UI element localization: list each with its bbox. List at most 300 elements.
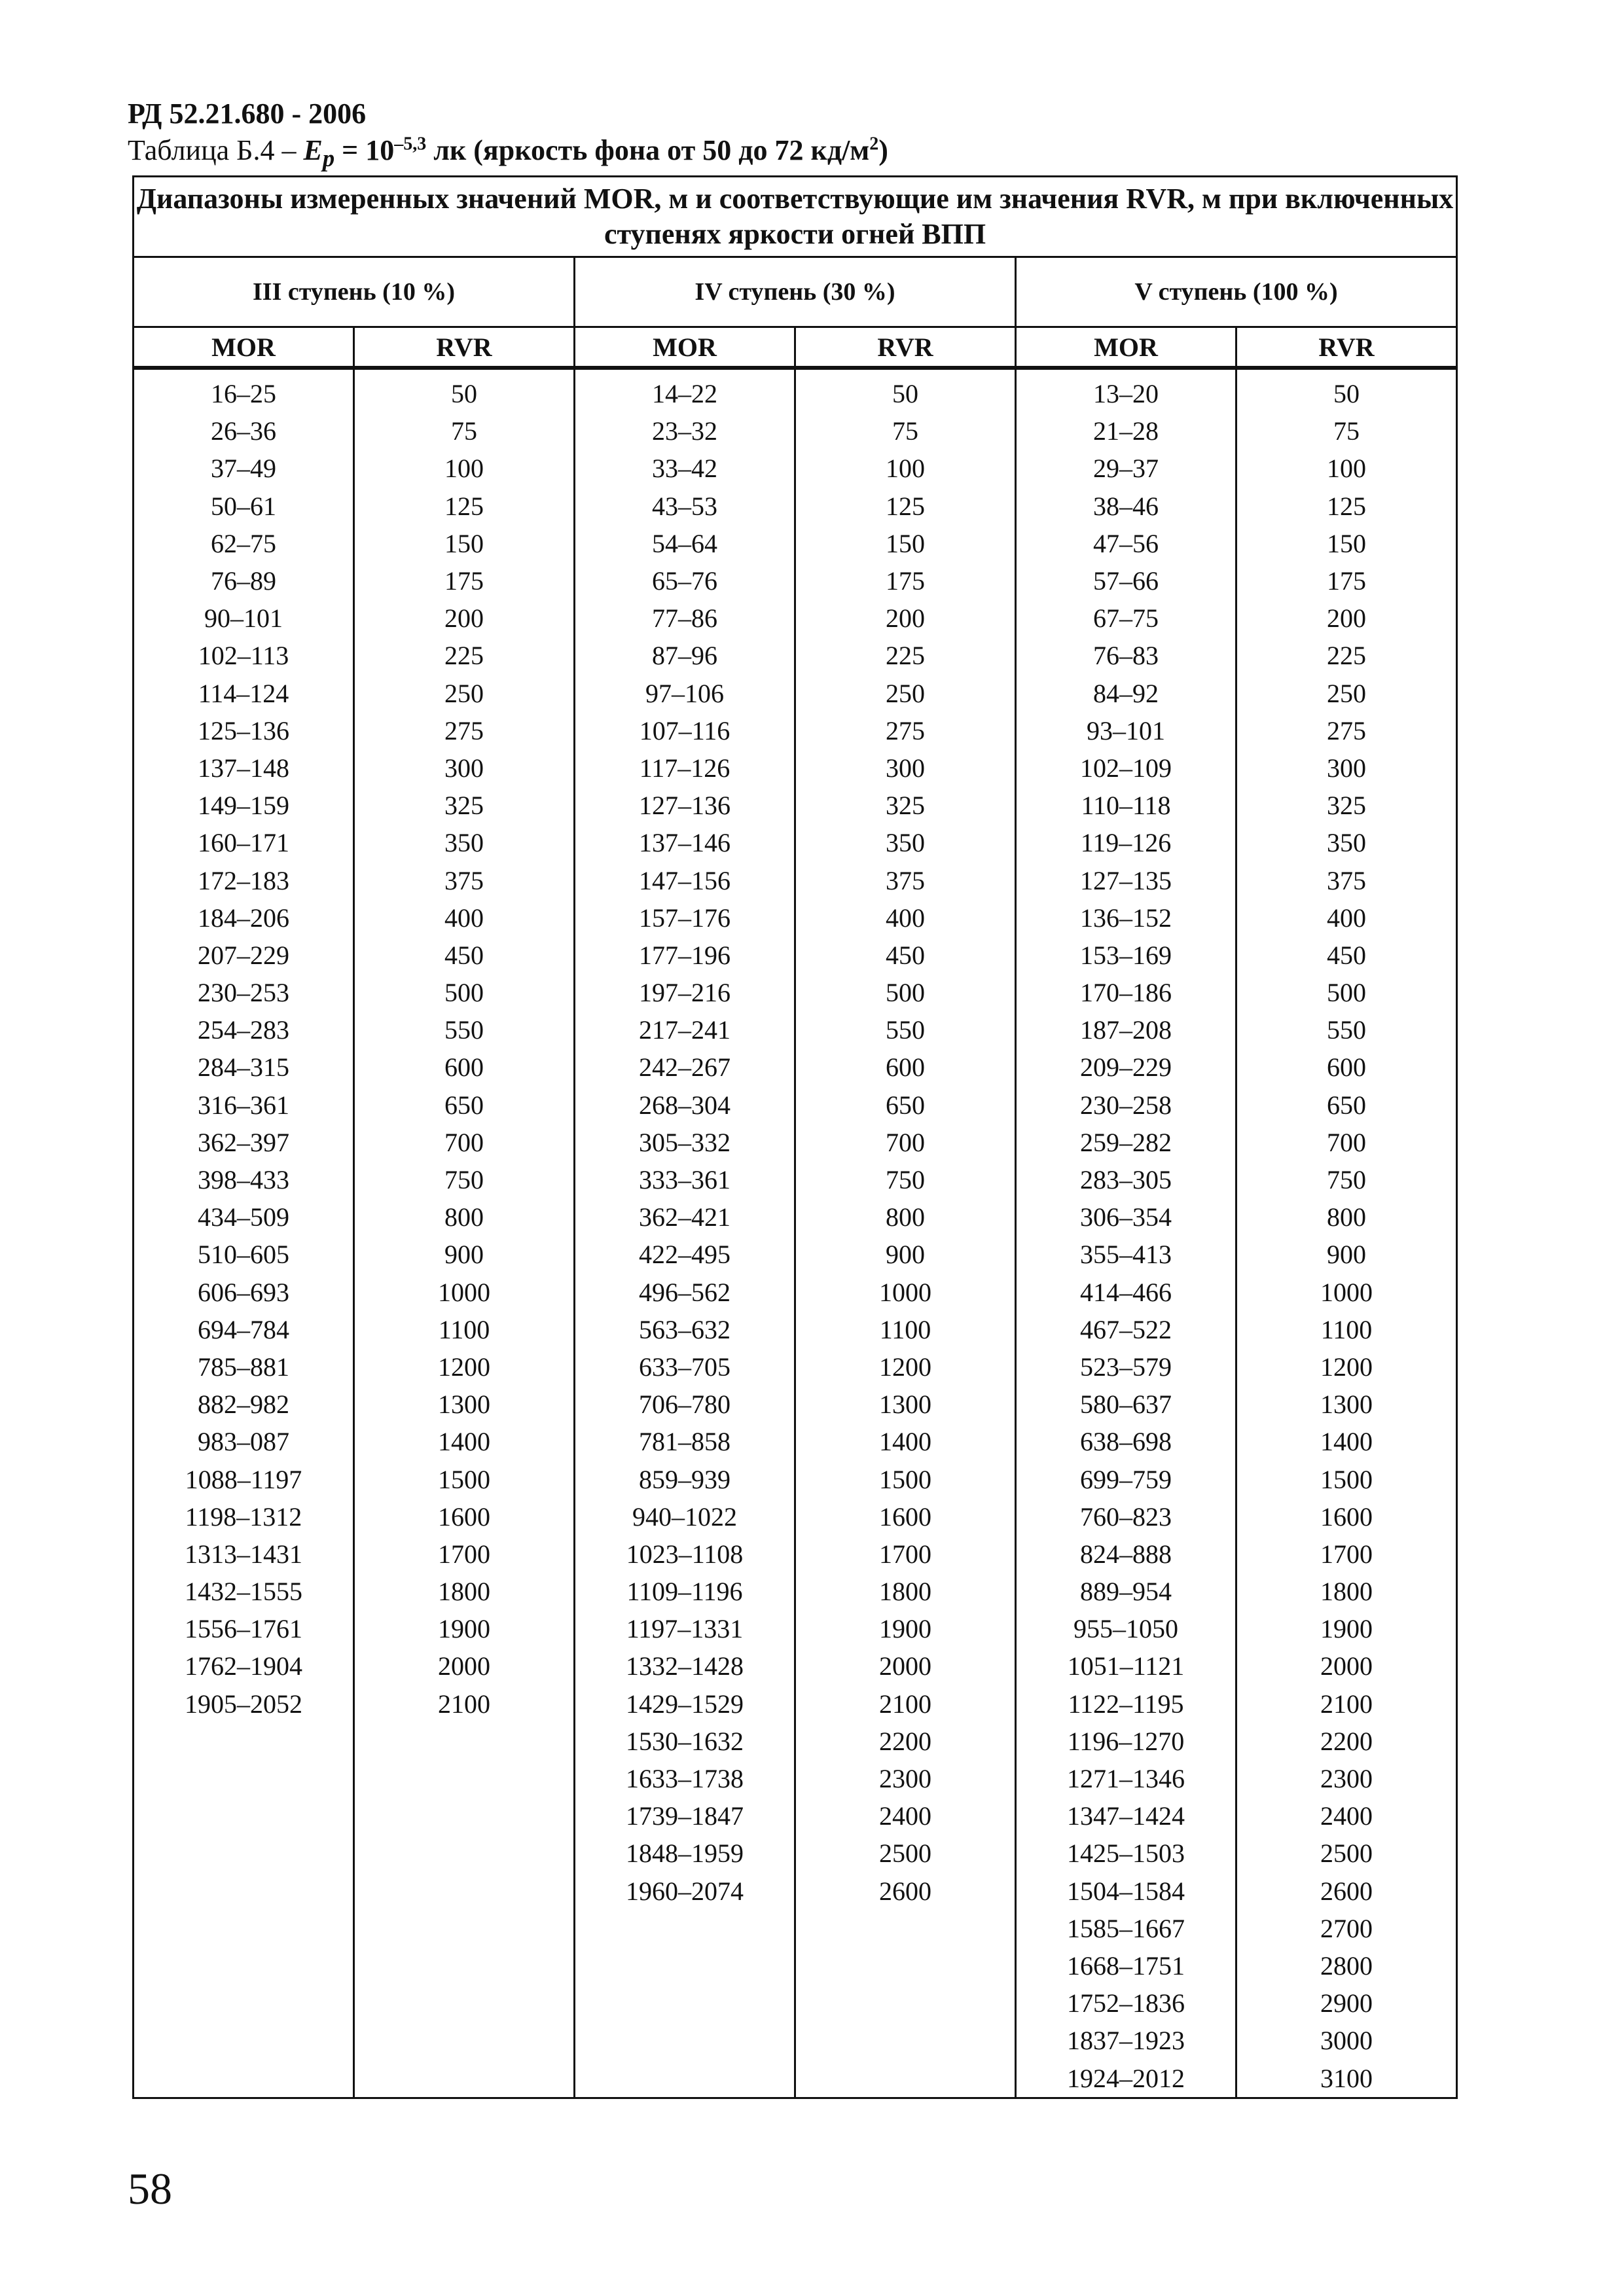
- table-row: [134, 637, 1457, 674]
- mor-range-cell: 422–495: [575, 1236, 795, 1273]
- rvr-value-cell: 1500: [795, 1460, 1016, 1498]
- mor-range-cell: 97–106: [575, 675, 795, 712]
- mor-range-cell: 197–216: [575, 974, 795, 1011]
- rvr-value-cell: 1000: [795, 1274, 1016, 1311]
- rvr-value-cell: 300: [354, 749, 575, 787]
- mor-range-cell: 125–136: [134, 712, 354, 749]
- mor-range-cell: 137–148: [134, 749, 354, 787]
- mor-range-cell: 1960–2074: [575, 1873, 795, 1910]
- mor-range-cell: 781–858: [575, 1423, 795, 1460]
- caption-prefix: Таблица Б.4 –: [128, 134, 304, 166]
- mor-range-cell: 217–241: [575, 1011, 795, 1049]
- mor-range-cell: [134, 2022, 354, 2059]
- rvr-value-cell: 275: [354, 712, 575, 749]
- mor-range-cell: 127–135: [1016, 861, 1236, 899]
- rvr-value-cell: 1700: [1236, 1535, 1457, 1573]
- mor-range-cell: 859–939: [575, 1460, 795, 1498]
- rvr-value-cell: 350: [795, 824, 1016, 861]
- rvr-value-cell: 125: [354, 488, 575, 525]
- mor-range-cell: 57–66: [1016, 562, 1236, 600]
- mor-range-cell: 43–53: [575, 488, 795, 525]
- mor-range-cell: 65–76: [575, 562, 795, 600]
- rvr-value-cell: 1800: [1236, 1573, 1457, 1610]
- rvr-value-cell: 1500: [1236, 1460, 1457, 1498]
- mor-range-cell: 1196–1270: [1016, 1723, 1236, 1760]
- rvr-value-cell: 150: [354, 525, 575, 562]
- rvr-value-cell: [354, 1984, 575, 2022]
- rvr-value-cell: 300: [1236, 749, 1457, 787]
- mor-range-cell: 706–780: [575, 1386, 795, 1423]
- column-header-mor: MOR: [1016, 327, 1236, 368]
- table-row: [134, 1984, 1457, 2022]
- table-body: [134, 368, 1457, 2098]
- rvr-value-cell: 1800: [354, 1573, 575, 1610]
- rvr-value-cell: 200: [795, 600, 1016, 637]
- mor-range-cell: [575, 2059, 795, 2098]
- table-row: [134, 1723, 1457, 1760]
- table-row: [134, 562, 1457, 600]
- mor-range-cell: 102–109: [1016, 749, 1236, 787]
- mor-range-cell: 355–413: [1016, 1236, 1236, 1273]
- rvr-value-cell: 400: [354, 899, 575, 937]
- table-row: [134, 525, 1457, 562]
- column-header-rvr: RVR: [354, 327, 575, 368]
- mor-range-cell: 1109–1196: [575, 1573, 795, 1610]
- mor-range-cell: 1837–1923: [1016, 2022, 1236, 2059]
- mor-range-cell: 955–1050: [1016, 1610, 1236, 1647]
- rvr-value-cell: 50: [1236, 368, 1457, 412]
- mor-range-cell: 563–632: [575, 1311, 795, 1348]
- table-row: [134, 600, 1457, 637]
- table-row: [134, 1797, 1457, 1835]
- mor-range-cell: 824–888: [1016, 1535, 1236, 1573]
- rvr-value-cell: [795, 2059, 1016, 2098]
- rvr-value-cell: 2400: [1236, 1797, 1457, 1835]
- rvr-value-cell: 75: [795, 412, 1016, 450]
- rvr-value-cell: 2900: [1236, 1984, 1457, 2022]
- mor-range-cell: [134, 1873, 354, 1910]
- mor-range-cell: 699–759: [1016, 1460, 1236, 1498]
- mor-range-cell: 1088–1197: [134, 1460, 354, 1498]
- rvr-value-cell: 1300: [354, 1386, 575, 1423]
- mor-range-cell: 242–267: [575, 1049, 795, 1086]
- mor-range-cell: 882–982: [134, 1386, 354, 1423]
- table-row: [134, 1049, 1457, 1086]
- mor-range-cell: 760–823: [1016, 1498, 1236, 1535]
- table-row: [134, 1124, 1457, 1161]
- rvr-value-cell: 75: [354, 412, 575, 450]
- mor-range-cell: 606–693: [134, 1274, 354, 1311]
- table-row: [134, 1573, 1457, 1610]
- mor-range-cell: 102–113: [134, 637, 354, 674]
- mor-range-cell: 84–92: [1016, 675, 1236, 712]
- mor-range-cell: [134, 1835, 354, 1872]
- rvr-value-cell: 700: [1236, 1124, 1457, 1161]
- rvr-value-cell: 1100: [1236, 1311, 1457, 1348]
- rvr-value-cell: 350: [1236, 824, 1457, 861]
- mor-range-cell: 29–37: [1016, 450, 1236, 487]
- rvr-value-cell: 1000: [1236, 1274, 1457, 1311]
- rvr-value-cell: 250: [1236, 675, 1457, 712]
- mor-range-cell: 119–126: [1016, 824, 1236, 861]
- rvr-value-cell: 450: [1236, 937, 1457, 974]
- table-row: [134, 1873, 1457, 1910]
- mor-range-cell: [575, 2022, 795, 2059]
- mor-range-cell: 1313–1431: [134, 1535, 354, 1573]
- rvr-value-cell: 1800: [795, 1573, 1016, 1610]
- table-row: [134, 450, 1457, 487]
- mor-range-cell: 62–75: [134, 525, 354, 562]
- rvr-value-cell: 600: [354, 1049, 575, 1086]
- rvr-value-cell: 325: [354, 787, 575, 824]
- mor-range-cell: 136–152: [1016, 899, 1236, 937]
- mor-range-cell: 1530–1632: [575, 1723, 795, 1760]
- rvr-value-cell: 800: [795, 1198, 1016, 1236]
- rvr-value-cell: 1400: [354, 1423, 575, 1460]
- mor-range-cell: [134, 1797, 354, 1835]
- table-row: [134, 1610, 1457, 1647]
- mor-range-cell: 13–20: [1016, 368, 1236, 412]
- table-row: [134, 2059, 1457, 2098]
- rvr-value-cell: 2700: [1236, 1910, 1457, 1947]
- rvr-value-cell: [354, 2059, 575, 2098]
- mor-range-cell: [575, 1910, 795, 1947]
- rvr-value-cell: 600: [1236, 1049, 1457, 1086]
- mor-range-cell: 398–433: [134, 1161, 354, 1198]
- mor-range-cell: 23–32: [575, 412, 795, 450]
- step-header-iii: III ступень (10 %): [134, 257, 575, 327]
- rvr-value-cell: 175: [795, 562, 1016, 600]
- rvr-value-cell: 2500: [795, 1835, 1016, 1872]
- mor-range-cell: 47–56: [1016, 525, 1236, 562]
- mor-range-cell: 316–361: [134, 1086, 354, 1124]
- rvr-value-cell: 2500: [1236, 1835, 1457, 1872]
- rvr-value-cell: 550: [795, 1011, 1016, 1049]
- rvr-value-cell: 250: [354, 675, 575, 712]
- rvr-value-cell: 2000: [795, 1647, 1016, 1685]
- mor-range-cell: 117–126: [575, 749, 795, 787]
- rvr-value-cell: 275: [795, 712, 1016, 749]
- rvr-value-cell: 275: [1236, 712, 1457, 749]
- mor-range-cell: 147–156: [575, 861, 795, 899]
- rvr-value-cell: 1600: [354, 1498, 575, 1535]
- mor-range-cell: 434–509: [134, 1198, 354, 1236]
- rvr-value-cell: [795, 1910, 1016, 1947]
- table-row: [134, 749, 1457, 787]
- rvr-value-cell: 375: [1236, 861, 1457, 899]
- table-row: [134, 1274, 1457, 1311]
- rvr-value-cell: 2000: [1236, 1647, 1457, 1685]
- rvr-value-cell: 1200: [795, 1348, 1016, 1386]
- rvr-value-cell: 350: [354, 824, 575, 861]
- mor-range-cell: 170–186: [1016, 974, 1236, 1011]
- mor-range-cell: 268–304: [575, 1086, 795, 1124]
- table-row: [134, 1685, 1457, 1723]
- table-row: [134, 1086, 1457, 1124]
- table-row: [134, 1498, 1457, 1535]
- mor-range-cell: 333–361: [575, 1161, 795, 1198]
- table-row: [134, 1386, 1457, 1423]
- caption-formula: $E_p = 10^{-5,3}$ лк (яркость фона от 50 до 72 $кд/м^2$): [303, 134, 888, 171]
- rvr-value-cell: 75: [1236, 412, 1457, 450]
- rvr-value-cell: 3000: [1236, 2022, 1457, 2059]
- mor-range-cell: 87–96: [575, 637, 795, 674]
- rvr-value-cell: 2100: [354, 1685, 575, 1723]
- rvr-value-cell: 1000: [354, 1274, 575, 1311]
- rvr-value-cell: 1500: [354, 1460, 575, 1498]
- rvr-value-cell: 2100: [795, 1685, 1016, 1723]
- mor-range-cell: 184–206: [134, 899, 354, 937]
- mor-range-cell: 1198–1312: [134, 1498, 354, 1535]
- mor-range-cell: 1924–2012: [1016, 2059, 1236, 2098]
- rvr-value-cell: 650: [1236, 1086, 1457, 1124]
- rvr-value-cell: 550: [1236, 1011, 1457, 1049]
- rvr-value-cell: 1200: [1236, 1348, 1457, 1386]
- rvr-value-cell: 750: [795, 1161, 1016, 1198]
- mor-range-cell: 1051–1121: [1016, 1647, 1236, 1685]
- table-row: [134, 861, 1457, 899]
- rvr-value-cell: 325: [1236, 787, 1457, 824]
- mor-range-cell: [134, 2059, 354, 2098]
- rvr-value-cell: [354, 1873, 575, 1910]
- table-row: [134, 787, 1457, 824]
- mor-range-cell: 230–258: [1016, 1086, 1236, 1124]
- rvr-value-cell: 225: [795, 637, 1016, 674]
- rvr-value-cell: [354, 1947, 575, 1984]
- rvr-value-cell: 100: [354, 450, 575, 487]
- rvr-value-cell: 125: [1236, 488, 1457, 525]
- table-row: [134, 488, 1457, 525]
- mor-range-cell: 76–83: [1016, 637, 1236, 674]
- rvr-value-cell: 450: [795, 937, 1016, 974]
- mor-range-cell: 1432–1555: [134, 1573, 354, 1610]
- mor-range-cell: 93–101: [1016, 712, 1236, 749]
- rvr-value-cell: 1700: [795, 1535, 1016, 1573]
- rvr-value-cell: 375: [795, 861, 1016, 899]
- mor-range-cell: 1425–1503: [1016, 1835, 1236, 1872]
- rvr-value-cell: 1100: [354, 1311, 575, 1348]
- rvr-value-cell: 500: [795, 974, 1016, 1011]
- column-header-rvr: RVR: [1236, 327, 1457, 368]
- table-row: [134, 1161, 1457, 1198]
- mor-range-cell: 33–42: [575, 450, 795, 487]
- mor-range-cell: 209–229: [1016, 1049, 1236, 1086]
- rvr-value-cell: [795, 1947, 1016, 1984]
- rvr-value-cell: 125: [795, 488, 1016, 525]
- mor-range-cell: 983–087: [134, 1423, 354, 1460]
- table-row: [134, 1947, 1457, 1984]
- mor-range-cell: 1271–1346: [1016, 1760, 1236, 1797]
- rvr-value-cell: 1200: [354, 1348, 575, 1386]
- mor-range-cell: 1752–1836: [1016, 1984, 1236, 2022]
- mor-range-cell: [575, 1947, 795, 1984]
- rvr-value-cell: 2600: [795, 1873, 1016, 1910]
- rvr-value-cell: [795, 1984, 1016, 2022]
- table-row: [134, 1311, 1457, 1348]
- table-row: [134, 1011, 1457, 1049]
- mor-range-cell: 254–283: [134, 1011, 354, 1049]
- rvr-value-cell: 2800: [1236, 1947, 1457, 1984]
- mor-range-cell: 362–397: [134, 1124, 354, 1161]
- rvr-value-cell: 700: [354, 1124, 575, 1161]
- mor-range-cell: 137–146: [575, 824, 795, 861]
- table-row: [134, 974, 1457, 1011]
- rvr-value-cell: 2600: [1236, 1873, 1457, 1910]
- rvr-value-cell: 150: [1236, 525, 1457, 562]
- mor-range-cell: 127–136: [575, 787, 795, 824]
- mor-range-cell: 467–522: [1016, 1311, 1236, 1348]
- rvr-value-cell: 1900: [354, 1610, 575, 1647]
- table-row: [134, 2022, 1457, 2059]
- table-row: [134, 1348, 1457, 1386]
- mor-range-cell: [134, 1760, 354, 1797]
- rvr-value-cell: 1700: [354, 1535, 575, 1573]
- rvr-value-cell: 100: [795, 450, 1016, 487]
- rvr-value-cell: 400: [795, 899, 1016, 937]
- mor-range-cell: 1633–1738: [575, 1760, 795, 1797]
- table-row: [134, 368, 1457, 412]
- mor-range-cell: 37–49: [134, 450, 354, 487]
- mor-range-cell: 50–61: [134, 488, 354, 525]
- table-row: [134, 412, 1457, 450]
- rvr-value-cell: 2000: [354, 1647, 575, 1685]
- mor-rvr-table: [132, 175, 1458, 2099]
- mor-range-cell: 1585–1667: [1016, 1910, 1236, 1947]
- rvr-value-cell: [354, 1797, 575, 1835]
- rvr-value-cell: 200: [354, 600, 575, 637]
- mor-range-cell: 1504–1584: [1016, 1873, 1236, 1910]
- rvr-value-cell: 300: [795, 749, 1016, 787]
- mor-range-cell: 230–253: [134, 974, 354, 1011]
- rvr-value-cell: 900: [1236, 1236, 1457, 1273]
- mor-range-cell: 1739–1847: [575, 1797, 795, 1835]
- rvr-value-cell: [795, 2022, 1016, 2059]
- mor-range-cell: [134, 1723, 354, 1760]
- mor-range-cell: 1122–1195: [1016, 1685, 1236, 1723]
- mor-range-cell: 172–183: [134, 861, 354, 899]
- table-row: [134, 1460, 1457, 1498]
- mor-range-cell: 38–46: [1016, 488, 1236, 525]
- rvr-value-cell: 2300: [1236, 1760, 1457, 1797]
- mor-range-cell: 90–101: [134, 600, 354, 637]
- column-header-mor: MOR: [134, 327, 354, 368]
- mor-range-cell: 1848–1959: [575, 1835, 795, 1872]
- mor-range-cell: 54–64: [575, 525, 795, 562]
- table-row: [134, 1910, 1457, 1947]
- mor-range-cell: 153–169: [1016, 937, 1236, 974]
- rvr-value-cell: 2100: [1236, 1685, 1457, 1723]
- rvr-value-cell: 750: [1236, 1161, 1457, 1198]
- table-row: [134, 1423, 1457, 1460]
- mor-range-cell: 16–25: [134, 368, 354, 412]
- mor-range-cell: 940–1022: [575, 1498, 795, 1535]
- mor-range-cell: 306–354: [1016, 1198, 1236, 1236]
- rvr-value-cell: 2200: [795, 1723, 1016, 1760]
- rvr-value-cell: 500: [354, 974, 575, 1011]
- rvr-value-cell: 1300: [1236, 1386, 1457, 1423]
- step-header-iv: IV ступень (30 %): [575, 257, 1016, 327]
- mor-range-cell: 1905–2052: [134, 1685, 354, 1723]
- mor-range-cell: 889–954: [1016, 1573, 1236, 1610]
- rvr-value-cell: 375: [354, 861, 575, 899]
- mor-range-cell: 1023–1108: [575, 1535, 795, 1573]
- mor-range-cell: 110–118: [1016, 787, 1236, 824]
- rvr-value-cell: 150: [795, 525, 1016, 562]
- rvr-value-cell: 1900: [1236, 1610, 1457, 1647]
- mor-range-cell: 580–637: [1016, 1386, 1236, 1423]
- mor-range-cell: 694–784: [134, 1311, 354, 1348]
- rvr-value-cell: 650: [354, 1086, 575, 1124]
- rvr-value-cell: 800: [354, 1198, 575, 1236]
- rvr-value-cell: 750: [354, 1161, 575, 1198]
- rvr-value-cell: 700: [795, 1124, 1016, 1161]
- rvr-value-cell: 900: [795, 1236, 1016, 1273]
- mor-range-cell: 1429–1529: [575, 1685, 795, 1723]
- rvr-value-cell: 175: [1236, 562, 1457, 600]
- rvr-value-cell: 225: [1236, 637, 1457, 674]
- table-row: [134, 1647, 1457, 1685]
- rvr-value-cell: 450: [354, 937, 575, 974]
- mor-range-cell: 67–75: [1016, 600, 1236, 637]
- table-row: [134, 899, 1457, 937]
- column-header-mor: MOR: [575, 327, 795, 368]
- mor-range-cell: 523–579: [1016, 1348, 1236, 1386]
- mor-range-cell: 14–22: [575, 368, 795, 412]
- column-header-rvr: RVR: [795, 327, 1016, 368]
- rvr-value-cell: 3100: [1236, 2059, 1457, 2098]
- mor-range-cell: 149–159: [134, 787, 354, 824]
- mor-range-cell: 1762–1904: [134, 1647, 354, 1685]
- rvr-value-cell: [354, 2022, 575, 2059]
- mor-range-cell: 1668–1751: [1016, 1947, 1236, 1984]
- mor-range-cell: 1332–1428: [575, 1647, 795, 1685]
- table-title: Диапазоны измеренных значений MOR, м и соответствующие им значения RVR, м при включенных ступенях яркости огней ВПП: [134, 177, 1457, 257]
- mor-range-cell: 77–86: [575, 600, 795, 637]
- rvr-value-cell: [354, 1910, 575, 1947]
- table-row: [134, 1835, 1457, 1872]
- page-number: 58: [128, 2164, 172, 2214]
- mor-range-cell: [134, 1947, 354, 1984]
- rvr-value-cell: [354, 1723, 575, 1760]
- rvr-value-cell: 1400: [1236, 1423, 1457, 1460]
- mor-range-cell: 26–36: [134, 412, 354, 450]
- table-row: [134, 712, 1457, 749]
- rvr-value-cell: 1600: [1236, 1498, 1457, 1535]
- mor-range-cell: 785–881: [134, 1348, 354, 1386]
- rvr-value-cell: 100: [1236, 450, 1457, 487]
- rvr-value-cell: 2200: [1236, 1723, 1457, 1760]
- mor-range-cell: 1347–1424: [1016, 1797, 1236, 1835]
- rvr-value-cell: 1600: [795, 1498, 1016, 1535]
- mor-range-cell: 259–282: [1016, 1124, 1236, 1161]
- rvr-value-cell: 325: [795, 787, 1016, 824]
- mor-range-cell: 638–698: [1016, 1423, 1236, 1460]
- rvr-value-cell: 1900: [795, 1610, 1016, 1647]
- rvr-value-cell: 1100: [795, 1311, 1016, 1348]
- rvr-value-cell: 175: [354, 562, 575, 600]
- mor-range-cell: 187–208: [1016, 1011, 1236, 1049]
- rvr-value-cell: 1300: [795, 1386, 1016, 1423]
- mor-range-cell: 1197–1331: [575, 1610, 795, 1647]
- mor-range-cell: 107–116: [575, 712, 795, 749]
- rvr-value-cell: 250: [795, 675, 1016, 712]
- document-code: РД 52.21.680 - 2006: [128, 98, 367, 130]
- mor-range-cell: 160–171: [134, 824, 354, 861]
- table-row: [134, 675, 1457, 712]
- mor-range-cell: [134, 1910, 354, 1947]
- rvr-value-cell: [354, 1835, 575, 1872]
- mor-range-cell: 157–176: [575, 899, 795, 937]
